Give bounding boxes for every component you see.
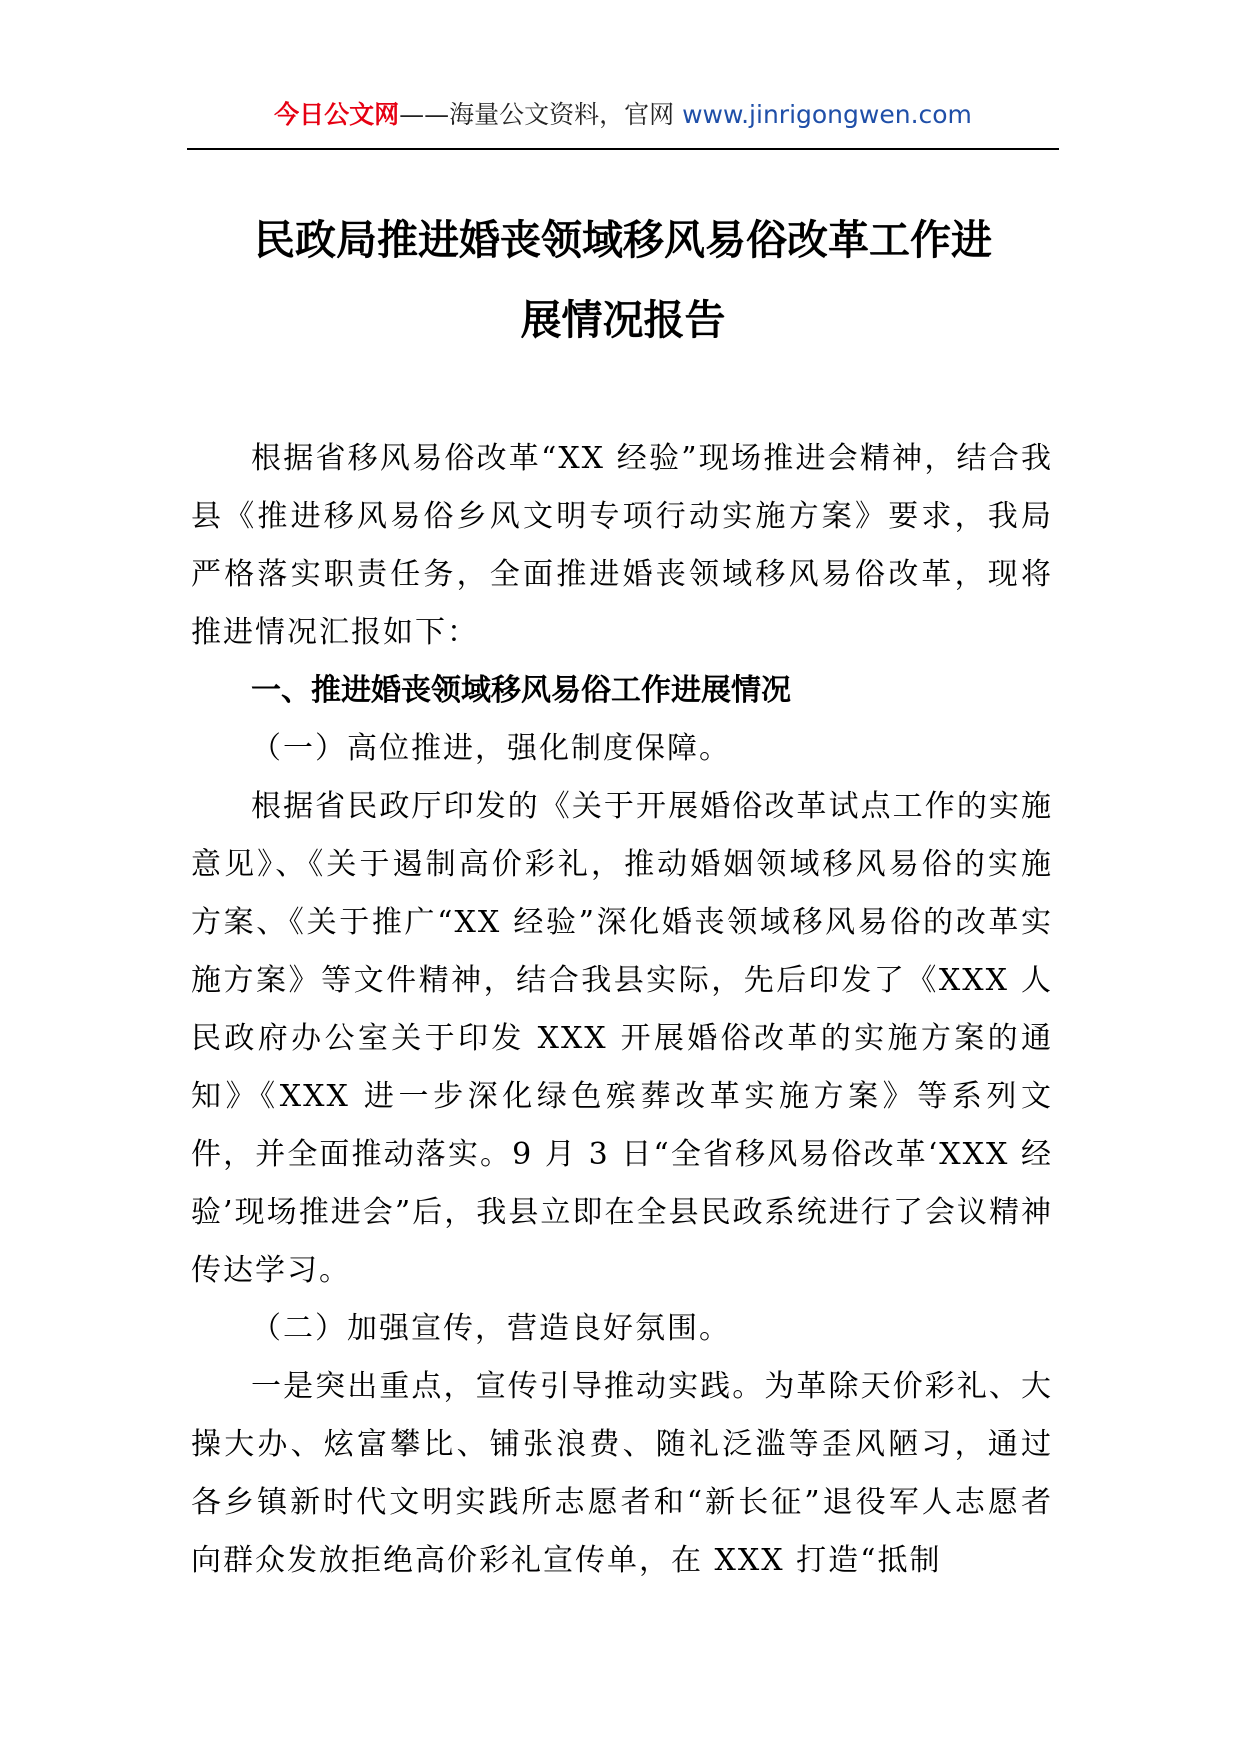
paragraph: 根据省移风易俗改革“XX 经验”现场推进会精神，结合我县《推进移风易俗乡风文明专项行动实施方案》要求，我局严格落实职责任务，全面推进婚丧领域移风易俗改革，现将推进情况汇报如下： — [191, 441, 1053, 650]
page-header — [187, 98, 1059, 148]
header-tagline: 海量公文资料，官网 — [449, 100, 683, 129]
title-line-2: 展情况报告 — [520, 296, 726, 344]
subsection-heading: （二）加强宣传，营造良好氛围。 — [251, 1311, 731, 1346]
section-heading: 一、推进婚丧领域移风易俗工作进展情况 — [251, 673, 791, 708]
document-title — [187, 200, 1059, 360]
document-body — [191, 430, 1053, 1590]
paragraph: 一是突出重点，宣传引导推动实践。为革除天价彩礼、大操大办、炫富攀比、铺张浪费、随礼泛滥等歪风陋习，通过各乡镇新时代文明实践所志愿者和“新长征”退役军人志愿者向群众发放拒绝高价彩礼宣传单，在 XXX 打造“抵制 — [191, 1369, 1053, 1578]
header-divider — [187, 148, 1059, 150]
site-url-link[interactable]: www.jinrigongwen.com — [682, 100, 972, 129]
site-brand[interactable]: 今日公文网 — [274, 100, 400, 129]
subsection-heading: （一）高位推进，强化制度保障。 — [251, 731, 731, 766]
title-line-1: 民政局推进婚丧领域移风易俗改革工作进 — [254, 216, 992, 264]
paragraph: 根据省民政厅印发的《关于开展婚俗改革试点工作的实施意见》、《关于遏制高价彩礼，推动婚姻领域移风易俗的实施方案、《关于推广“XX 经验”深化婚丧领域移风易俗的改革实施方案》等文件精神，结合我县实际，先后印发了《XXX 人民政府办公室关于印发 XXX 开展婚俗改革的实施方案的通知》《XXX 进一步深化绿色殡葬改革实施方案》等系列文件，并全面推动落实。9 月 3 日“全省移风易俗改革‘XXX 经验’现场推进会”后，我县立即在全县民政系统进行了会议精神传达学习。 — [191, 789, 1053, 1288]
header-dash: —— — [399, 100, 450, 129]
